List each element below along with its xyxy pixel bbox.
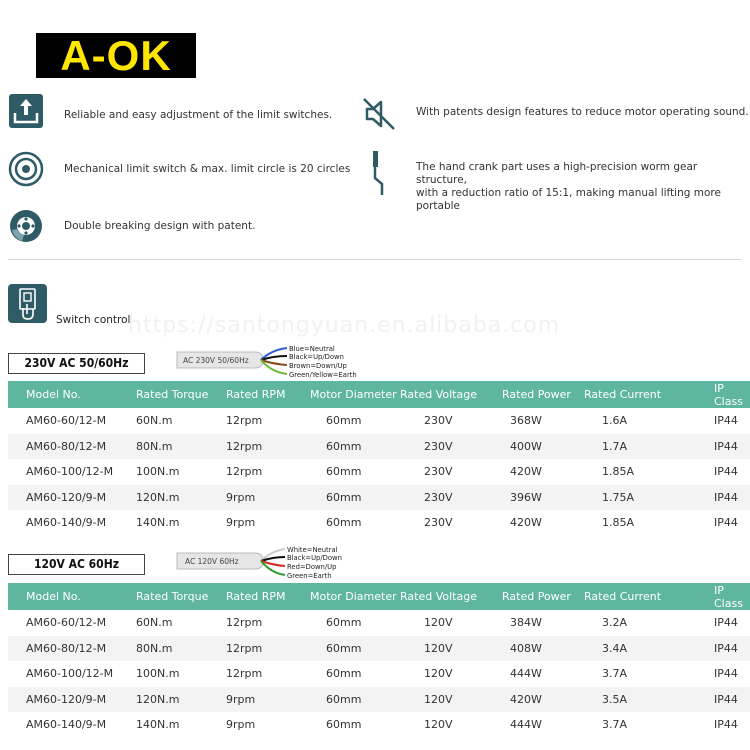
col-header-model: Model No. [8,583,128,610]
cell-power: 396W [492,485,578,511]
cable-diagram-120v [175,543,360,581]
cell-voltage: 120V [424,718,453,732]
wall-switch-icon [8,284,47,323]
table-row [8,434,750,460]
cell-current: 1.85A [602,465,635,479]
cell-model: AM60-100/12-M [26,465,114,479]
col-header-diameter: Motor Diameter [300,381,398,408]
cell-ip: IP44 [678,485,750,511]
wire-label-120v-3: Green=Earth [287,572,332,580]
cell-power: 420W [510,465,542,479]
cell-rpm: 12rpm [220,636,300,662]
cell-torque: 60N.m [136,414,173,428]
cell-torque: 140N.m [136,718,180,732]
cell-rpm: 12rpm [226,616,263,630]
cell-diameter: 60mm [326,718,362,732]
hand-crank-icon [368,150,388,196]
cell-torque: 80N.m [128,434,220,460]
logo-text: A-OK [60,32,172,79]
cell-current: 3.5A [578,687,678,713]
cell-rpm: 9rpm [226,516,256,530]
col-header-voltage: Rated Voltage [398,583,492,610]
col-header-rpm: Rated RPM [220,583,300,610]
cell-torque: 100N.m [136,465,180,479]
cell-model: AM60-120/9-M [8,687,128,713]
cell-current: 3.7A [602,667,628,681]
col-header-torque: Rated Torque [128,381,220,408]
cell-voltage: 120V [424,667,453,681]
table-row [8,408,750,434]
table-row [8,610,750,636]
section-divider [8,259,742,260]
wire-label-230v-3: Green/Yellow=Earth [289,371,357,379]
cell-model: AM60-120/9-M [8,485,128,511]
cell-ip: IP44 [678,687,750,713]
cell-model: AM60-140/9-M [26,516,107,530]
wire-label-230v-1: Black=Up/Down [289,353,344,361]
col-header-power: Rated Power [492,583,578,610]
cell-current: 1.7A [578,434,678,460]
cell-diameter: 60mm [300,434,398,460]
switch-control-label: Switch control [56,314,131,326]
table-row [8,687,750,713]
feature-text-limit: Mechanical limit switch & max. limit circle is 20 circles [64,163,351,175]
col-header-model: Model No. [8,381,128,408]
cell-voltage: 120V [424,616,453,630]
cell-ip: IP44 [678,434,750,460]
voltage-label-230v: 230V AC 50/60Hz [8,353,145,374]
table-row [8,636,750,662]
cell-power: 444W [510,718,542,732]
col-header-diameter: Motor Diameter [300,583,398,610]
cell-rpm: 9rpm [220,485,300,511]
cell-torque: 120N.m [128,687,220,713]
cell-model: AM60-80/12-M [8,636,128,662]
cell-torque: 100N.m [136,667,180,681]
cell-ip: IP44 [714,414,738,428]
cable-label-120v: AC 120V 60Hz [185,557,239,566]
cell-voltage: 230V [424,465,453,479]
cell-model: AM60-80/12-M [8,434,128,460]
feature-text-crank-line1: The hand crank part uses a high-precision worm gear structure, [416,161,698,186]
feature-text-crank [416,161,750,213]
feature-text-adjust: Reliable and easy adjustment of the limit switches. [64,109,333,121]
feature-text-mute: With patents design features to reduce motor operating sound. [416,106,749,118]
cell-current: 3.7A [602,718,628,732]
col-header-power: Rated Power [492,381,578,408]
brand-logo [36,33,196,78]
wire-label-230v-0: Blue=Neutral [289,345,335,353]
table-row [8,661,750,687]
table-row [8,485,750,511]
voltage-label-120v: 120V AC 60Hz [8,554,145,575]
cell-current: 1.85A [602,516,635,530]
cell-ip: IP44 [714,616,738,630]
cell-rpm: 12rpm [220,434,300,460]
cell-power: 408W [492,636,578,662]
cell-voltage: 230V [398,485,492,511]
cell-rpm: 12rpm [226,414,263,428]
wire-label-120v-0: White=Neutral [287,546,338,554]
cell-rpm: 9rpm [220,687,300,713]
cell-current: 1.75A [578,485,678,511]
cell-torque: 120N.m [128,485,220,511]
cell-power: 368W [510,414,542,428]
col-header-ip: IP Class [678,381,750,408]
cell-power: 444W [510,667,542,681]
table-header-row [8,381,750,408]
table-row [8,712,750,738]
cell-ip: IP44 [714,516,738,530]
cell-current: 3.2A [602,616,628,630]
wire-label-120v-2: Red=Down/Up [287,563,337,571]
cell-diameter: 60mm [300,485,398,511]
cell-model: AM60-60/12-M [26,616,107,630]
cell-torque: 140N.m [136,516,180,530]
cell-voltage: 230V [424,516,453,530]
cell-diameter: 60mm [326,516,362,530]
spec-table-120v [8,583,750,738]
cell-diameter: 60mm [300,687,398,713]
cable-label-230v: AC 230V 50/60Hz [183,356,249,365]
table-row [8,510,750,536]
cell-ip: IP44 [714,718,738,732]
cell-diameter: 60mm [300,636,398,662]
cell-voltage: 120V [398,636,492,662]
cell-diameter: 60mm [326,667,362,681]
cell-rpm: 12rpm [226,667,263,681]
table-row [8,459,750,485]
mute-speaker-icon [361,96,397,132]
cell-power: 384W [510,616,542,630]
cell-torque: 80N.m [128,636,220,662]
cell-diameter: 60mm [326,465,362,479]
brake-disc-icon [8,208,44,244]
col-header-current: Rated Current [578,583,678,610]
cell-diameter: 60mm [326,414,362,428]
cell-power: 420W [510,516,542,530]
wire-label-230v-2: Brown=Down/Up [289,362,347,370]
cell-model: AM60-100/12-M [26,667,114,681]
feature-text-crank-line2: with a reduction ratio of 15:1, making manual lifting more portable [416,187,721,212]
cell-torque: 60N.m [136,616,173,630]
cell-model: AM60-140/9-M [26,718,107,732]
cell-diameter: 60mm [326,616,362,630]
cell-voltage: 230V [424,414,453,428]
watermark: https://santongyuan.en.alibaba.com [128,313,561,338]
col-header-ip: IP Class [678,583,750,610]
adjust-arrows-icon [8,93,44,129]
cell-current: 1.6A [602,414,628,428]
cell-power: 400W [492,434,578,460]
cell-current: 3.4A [578,636,678,662]
cell-power: 420W [492,687,578,713]
cable-diagram-230v [175,342,360,380]
cell-model: AM60-60/12-M [26,414,107,428]
cell-ip: IP44 [714,465,738,479]
cell-voltage: 120V [398,687,492,713]
wire-label-120v-1: Black=Up/Down [287,554,342,562]
col-header-voltage: Rated Voltage [398,381,492,408]
feature-text-brake: Double breaking design with patent. [64,220,256,232]
col-header-current: Rated Current [578,381,678,408]
cell-rpm: 12rpm [226,465,263,479]
cell-voltage: 230V [398,434,492,460]
cell-rpm: 9rpm [226,718,256,732]
spec-table-230v [8,381,750,536]
col-header-torque: Rated Torque [128,583,220,610]
cell-ip: IP44 [714,667,738,681]
limit-circle-icon [8,151,44,187]
col-header-rpm: Rated RPM [220,381,300,408]
cell-ip: IP44 [678,636,750,662]
table-header-row [8,583,750,610]
